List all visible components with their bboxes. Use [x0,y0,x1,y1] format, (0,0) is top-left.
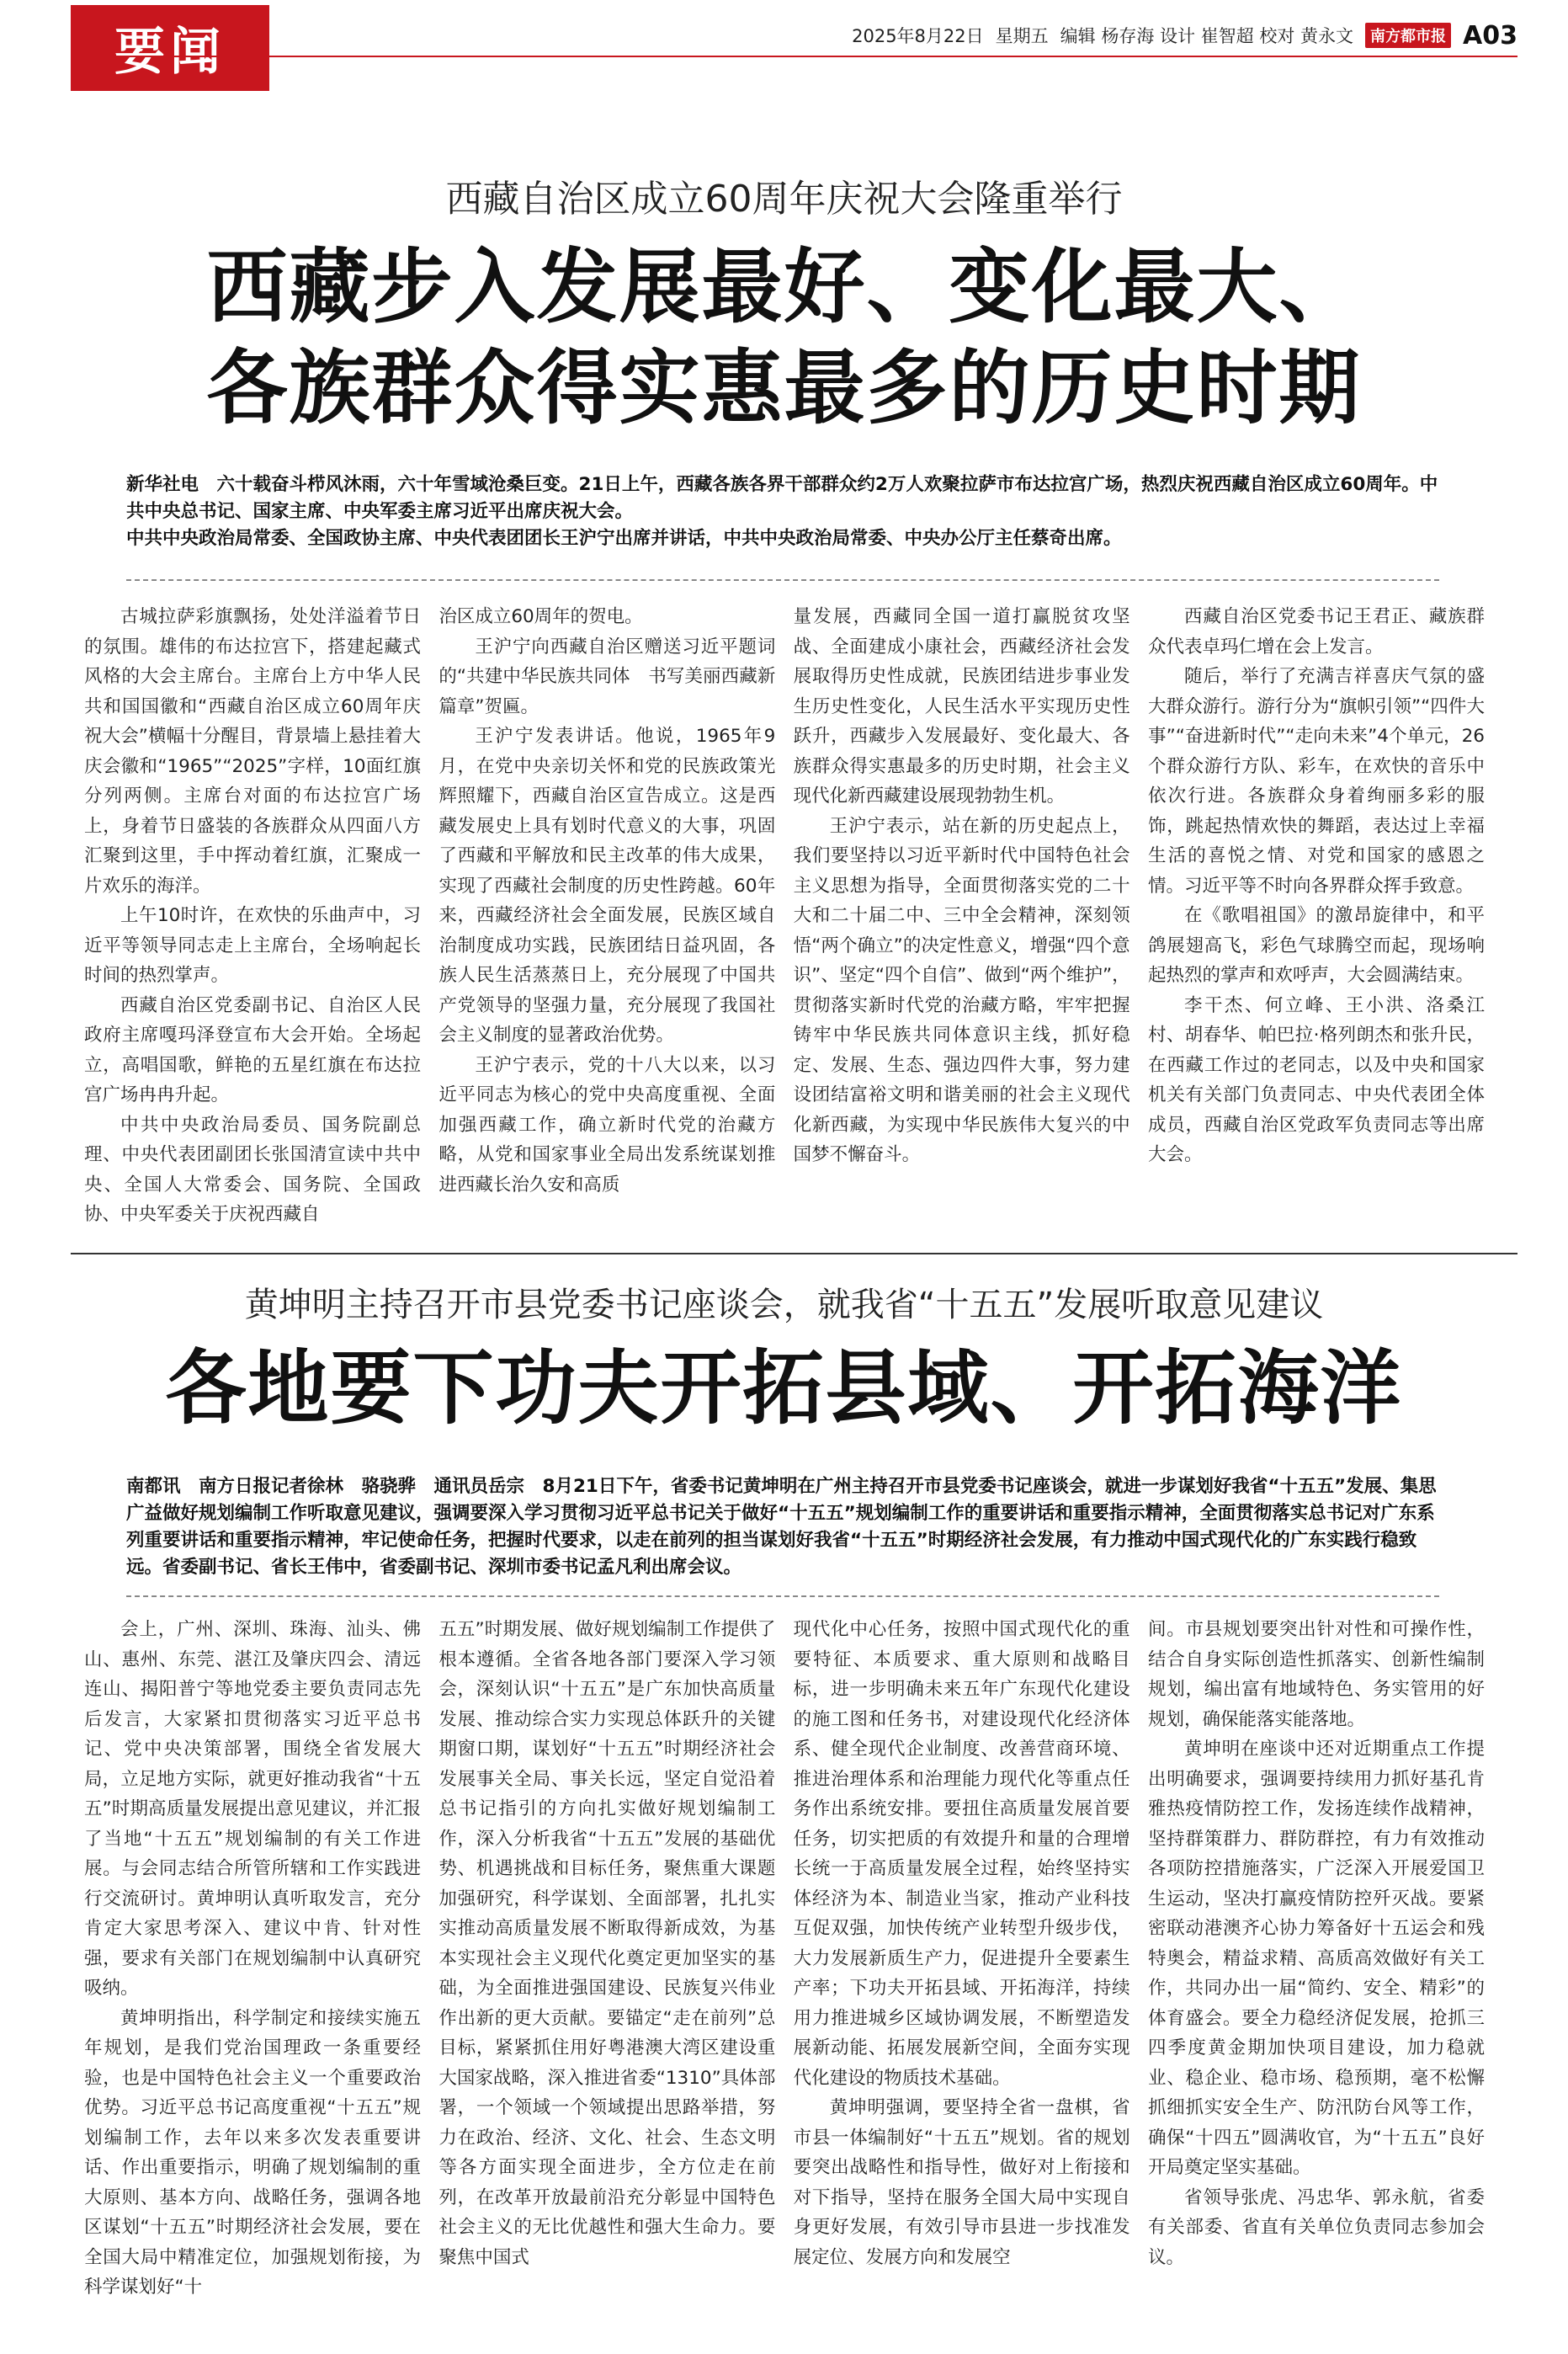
story1-column-3 [794,602,1130,1297]
header-rule [71,56,1518,57]
story1-c4-p3: 在《歌唱祖国》的激昂旋律中，和平鸽展翅高飞，彩色气球腾空而起，现场响起热烈的掌声和欢呼声，大会圆满结束。 [1147,905,1485,986]
story1-c1-p1: 古城拉萨彩旗飘扬，处处洋溢着节日的氛围。雄伟的布达拉宫下，搭建起藏式风格的大会主席台。主席台上方中华人民共和国国徽和“西藏自治区成立60周年庆祝大会”横幅十分醒目，背景墙上悬挂着大庆会徽和“1965”“2025”字样，10面红旗分列两侧。主席台对面的布达拉宫广场上，身着节日盛装的各族群众从四面八方汇聚到这里，手中挥动着红旗，汇聚成一片欢乐的海洋。 [84,606,421,897]
story1-lead-rule [126,579,1439,581]
story1-c3-p2: 王沪宁表示，站在新的历史起点上，我们要坚持以习近平新时代中国特色社会主义思想为指导，全面贯彻落实党的二十大和二十届二中、三中全会精神，深刻领悟“两个确立”的决定性意义，增强“四个意识”、坚定“四个自信”、做到“两个维护”，贯彻落实新时代党的治藏方略，牢牢把握铸牢中华民族共同体意识主线，抓好稳定、发展、生态、强边四件大事，努力建设团结富裕文明和谐美丽的社会主义现代化新西藏，为实现中华民族伟大复兴的中国梦不懈奋斗。 [793,815,1130,1165]
story2-c1-p2: 黄坤明指出，科学制定和接续实施五年规划，是我们党治国理政一条重要经验，也是中国特色社会主义一个重要政治优势。习近平总书记高度重视“十五五”规划编制工作，去年以来多次发表重要讲话、作出重要指示，明确了规划编制的重大原则、基本方向、战略任务，强调各地区谋划“十五五”时期经济社会发展，要在全国大局中精准定位，加强规划衔接，为科学谋划好“十 [84,2007,421,2298]
story2-c1-p1: 会上，广州、深圳、珠海、汕头、佛山、惠州、东莞、湛江及肇庆四会、清远连山、揭阳普宁等地党委主要负责同志先后发言，大家紧扣贯彻落实习近平总书记、党中央决策部署，围绕全省发展大局，立足地方实际，就更好推动我省“十五五”时期高质量发展提出意见建议，并汇报了当地“十五五”规划编制的有关工作进展。与会同志结合所管所辖和工作实践进行交流研讨。黄坤明认真听取发言，充分肯定大家思考深入、建议中肯、针对性强，要求有关部门在规划编制中认真研究吸纳。 [84,1619,421,1999]
story1-lead-para1: 新华社电 六十载奋斗栉风沐雨，六十年雪域沧桑巨变。21日上午，西藏各族各界干部群众约2万人欢聚拉萨市布达拉宫广场，热烈庆祝西藏自治区成立60周年。中共中央总书记、国家主席、中央军委主席习近平出席庆祝大会。 [126,474,1438,522]
story2-column-1 [84,1615,421,2339]
story1-c4-p2: 随后，举行了充满吉祥喜庆气氛的盛大群众游行。游行分为“旗帜引领”“四件大事”“奋进新时代”“走向未来”4个单元，26个群众游行方队、彩车，在欢快的音乐中依次行进。各族群众身着绚丽多彩的服饰，跳起热情欢快的舞蹈，表达过上幸福生活的喜悦之情、对党和国家的感恩之情。习近平等不时向各界群众挥手致意。 [1147,666,1485,897]
story1-c4-p1: 西藏自治区党委书记王君正、藏族群众代表卓玛仁增在会上发言。 [1147,606,1485,658]
story1-c2-p1: 治区成立60周年的贺电。 [439,606,643,627]
story1-kicker: 西藏自治区成立60周年庆祝大会隆重举行 [445,178,1123,221]
story1-c2-p4: 王沪宁表示，党的十八大以来，以习近平同志为核心的党中央高度重视、全面加强西藏工作，确立新时代党的治藏方略，从党和国家事业全局出发系统谋划推进西藏长治久安和高质 [439,1054,776,1196]
story1-c2-p3: 王沪宁发表讲话。他说，1965年9月，在党中央亲切关怀和党的民族政策光辉照耀下，西藏自治区宣告成立。这是西藏发展史上具有划时代意义的大事，巩固了西藏和平解放和民主改革的伟大成果，实现了西藏社会制度的历史性跨越。60年来，西藏经济社会全面发展，民族区域自治制度成功实践，民族团结日益巩固，各族人民生活蒸蒸日上，充分展现了中国共产党领导的坚强力量，充分展现了我国社会主义制度的显著政治优势。 [439,726,776,1046]
date-line [852,19,1518,52]
story2-c4-p2: 黄坤明在座谈中还对近期重点工作提出明确要求，强调要持续用力抓好基孔肯雅热疫情防控工作，发扬连续作战精神，坚持群策群力、群防群控，有力有效推动各项防控措施落实，广泛深入开展爱国卫生运动，坚决打赢疫情防控歼灭战。要紧密联动港澳齐心协力筹备好十五运会和残特奥会，精益求精、高质高效做好有关工作，共同办出一届“简约、安全、精彩”的体育盛会。要全力稳经济促发展，抢抓三四季度黄金期加快项目建设，加力稳就业、稳企业、稳市场、稳预期，毫不松懈抓细抓实安全生产、防汛防台风等工作，确保“十四五”圆满收官，为“十五五”良好开局奠定坚实基础。 [1147,1739,1485,2178]
story1-c3-p1: 量发展，西藏同全国一道打赢脱贫攻坚战、全面建成小康社会，西藏经济社会发展取得历史性成就，民族团结进步事业发生历史性变化，人民生活水平实现历史性跃升，西藏步入发展最好、变化最大、各族群众得实惠最多的历史时期，社会主义现代化新西藏建设展现勃勃生机。 [793,606,1130,807]
story2-column-3 [794,1615,1130,2339]
story2-c2-p1: 五五”时期发展、做好规划编制工作提供了根本遵循。全省各地各部门要深入学习领会，深刻认识“十五五”是广东加快高质量发展、推动综合实力实现总体跃升的关键期窗口期，谋划好“十五五”时期经济社会发展事关全局、事关长远，坚定自觉沿着总书记指引的方向扎实做好规划编制工作，深入分析我省“十五五”发展的基础优势、机遇挑战和目标任务，聚焦重大课题加强研究，科学谋划、全面部署，扎扎实实推动高质量发展不断取得新成效，为基本实现社会主义现代化奠定更加坚实的基础，为全面推进强国建设、民族复兴伟业作出新的更大贡献。要锚定“走在前列”总目标，紧紧抓住用好粤港澳大湾区建设重大国家战略，深入推进省委“1310”具体部署，一个领域一个领域提出思路举措，努力在政治、经济、文化、社会、生态文明等各方面实现全面进步，全方位走在前列，在改革开放最前沿充分彰显中国特色社会主义的无比优越性和强大生命力。要聚焦中国式 [439,1619,776,2268]
story1-column-2 [439,602,775,1297]
story2-c3-p1: 现代化中心任务，按照中国式现代化的重要特征、本质要求、重大原则和战略目标，进一步明确未来五年广东现代化建设的施工图和任务书，对建设现代化经济体系、健全现代企业制度、改善营商环境、推进治理体系和治理能力现代化等重点任务作出系统安排。要扭住高质量发展首要任务，切实把质的有效提升和量的合理增长统一于高质量发展全过程，始终坚持实体经济为本、制造业当家，推动产业科技互促双强，加快传统产业转型升级步伐，大力发展新质生产力，促进提升全要素生产率；下功夫开拓县域、开拓海洋，持续用力推进城乡区域协调发展，不断塑造发展新动能、拓展发展新空间，全面夯实现代化建设的物质技术基础。 [793,1619,1130,2089]
story2-lead-rule [126,1595,1439,1597]
page-number: A03 [1463,20,1518,51]
story1-columns [84,602,1485,1297]
story1-c1-p2: 上午10时许，在欢快的乐曲声中，习近平等领导同志走上主席台，全场响起长时间的热烈掌声。 [84,905,421,986]
paper-logo: 南方都市报 [1365,23,1451,48]
story2-c4-p3: 省领导张虎、冯忠华、郭永航，省委有关部委、省直有关单位负责同志参加会议。 [1147,2186,1485,2268]
section-label: 要闻 [71,5,269,91]
story1-headline-line2: 各族群众得实惠最多的历史时期 [206,341,1362,435]
story2-column-4 [1148,1615,1485,2339]
story1-column-1 [84,602,421,1297]
masthead [0,0,1568,93]
story1-lead [126,471,1439,552]
story2-kicker: 黄坤明主持召开市县党委书记座谈会，就我省“十五五”发展听取意见建议 [244,1286,1324,1324]
issue-weekday: 星期五 [995,26,1049,46]
story2-column-2 [439,1615,775,2339]
story1-lead-para2: 中共中央政治局常委、全国政协主席、中央代表团团长王沪宁出席并讲话，中共中央政治局常委、中央办公厅主任蔡奇出席。 [126,528,1122,549]
story2-headline: 各地要下功夫开拓县域、开拓海洋 [165,1341,1403,1435]
story2-columns [84,1615,1485,2339]
issue-date: 2025年8月22日 [852,26,984,46]
story1-c1-p4: 中共中央政治局委员、国务院副总理、中央代表团副团长张国清宣读中共中央、全国人大常委会、国务院、全国政协、中央军委关于庆祝西藏自 [84,1114,421,1225]
story-divider [71,1253,1518,1254]
story1-headline-line1: 西藏步入发展最好、变化最大、 [206,240,1362,334]
story2-lead: 南都讯 南方日报记者徐林 骆骁骅 通讯员岳宗 8月21日下午，省委书记黄坤明在广州主持召开市县党委书记座谈会，就进一步谋划好我省“十五五”发展、集思广益做好规划编制工作听取意见建议，强调要深入学习贯彻习近平总书记关于做好“十五五”规划编制工作的重要讲话和重要指示精神，全面贯彻落实总书记对广东系列重要讲话和重要指示精神，牢记使命任务，把握时代要求，以走在前列的担当谋划好我省“十五五”时期经济社会发展，有力推动中国式现代化的广东实践行稳致远。省委副书记、省长王伟中，省委副书记、深圳市委书记孟凡利出席会议。 [126,1476,1437,1578]
story2-c3-p2: 黄坤明强调，要坚持全省一盘棋，省市县一体编制好“十五五”规划。省的规划要突出战略性和指导性，做好对上衔接和对下指导，坚持在服务全国大局中实现自身更好发展，有效引导市县进一步找准发展定位、发展方向和发展空 [793,2097,1130,2268]
story1-c2-p2: 王沪宁向西藏自治区赠送习近平题词的“共建中华民族共同体 书写美丽西藏新篇章”贺匾。 [439,636,776,717]
story1-c4-p4: 李干杰、何立峰、王小洪、洛桑江村、胡春华、帕巴拉·格列朗杰和张升民，在西藏工作过的老同志，以及中央和国家机关有关部门负责同志、中央代表团全体成员，西藏自治区党政军负责同志等出席大会。 [1147,994,1485,1165]
story2-c4-p1: 间。市县规划要突出针对性和可操作性，结合自身实际创造性抓落实、创新性编制规划，编出富有地域特色、务实管用的好规划，确保能落实能落地。 [1147,1619,1485,1730]
story1-c1-p3: 西藏自治区党委副书记、自治区人民政府主席嘎玛泽登宣布大会开始。全场起立，高唱国歌，鲜艳的五星红旗在布达拉宫广场冉冉升起。 [84,994,421,1105]
page-credits: 编辑 杨存海 设计 崔智超 校对 黄永文 [1060,26,1354,46]
story1-column-4 [1148,602,1485,1297]
